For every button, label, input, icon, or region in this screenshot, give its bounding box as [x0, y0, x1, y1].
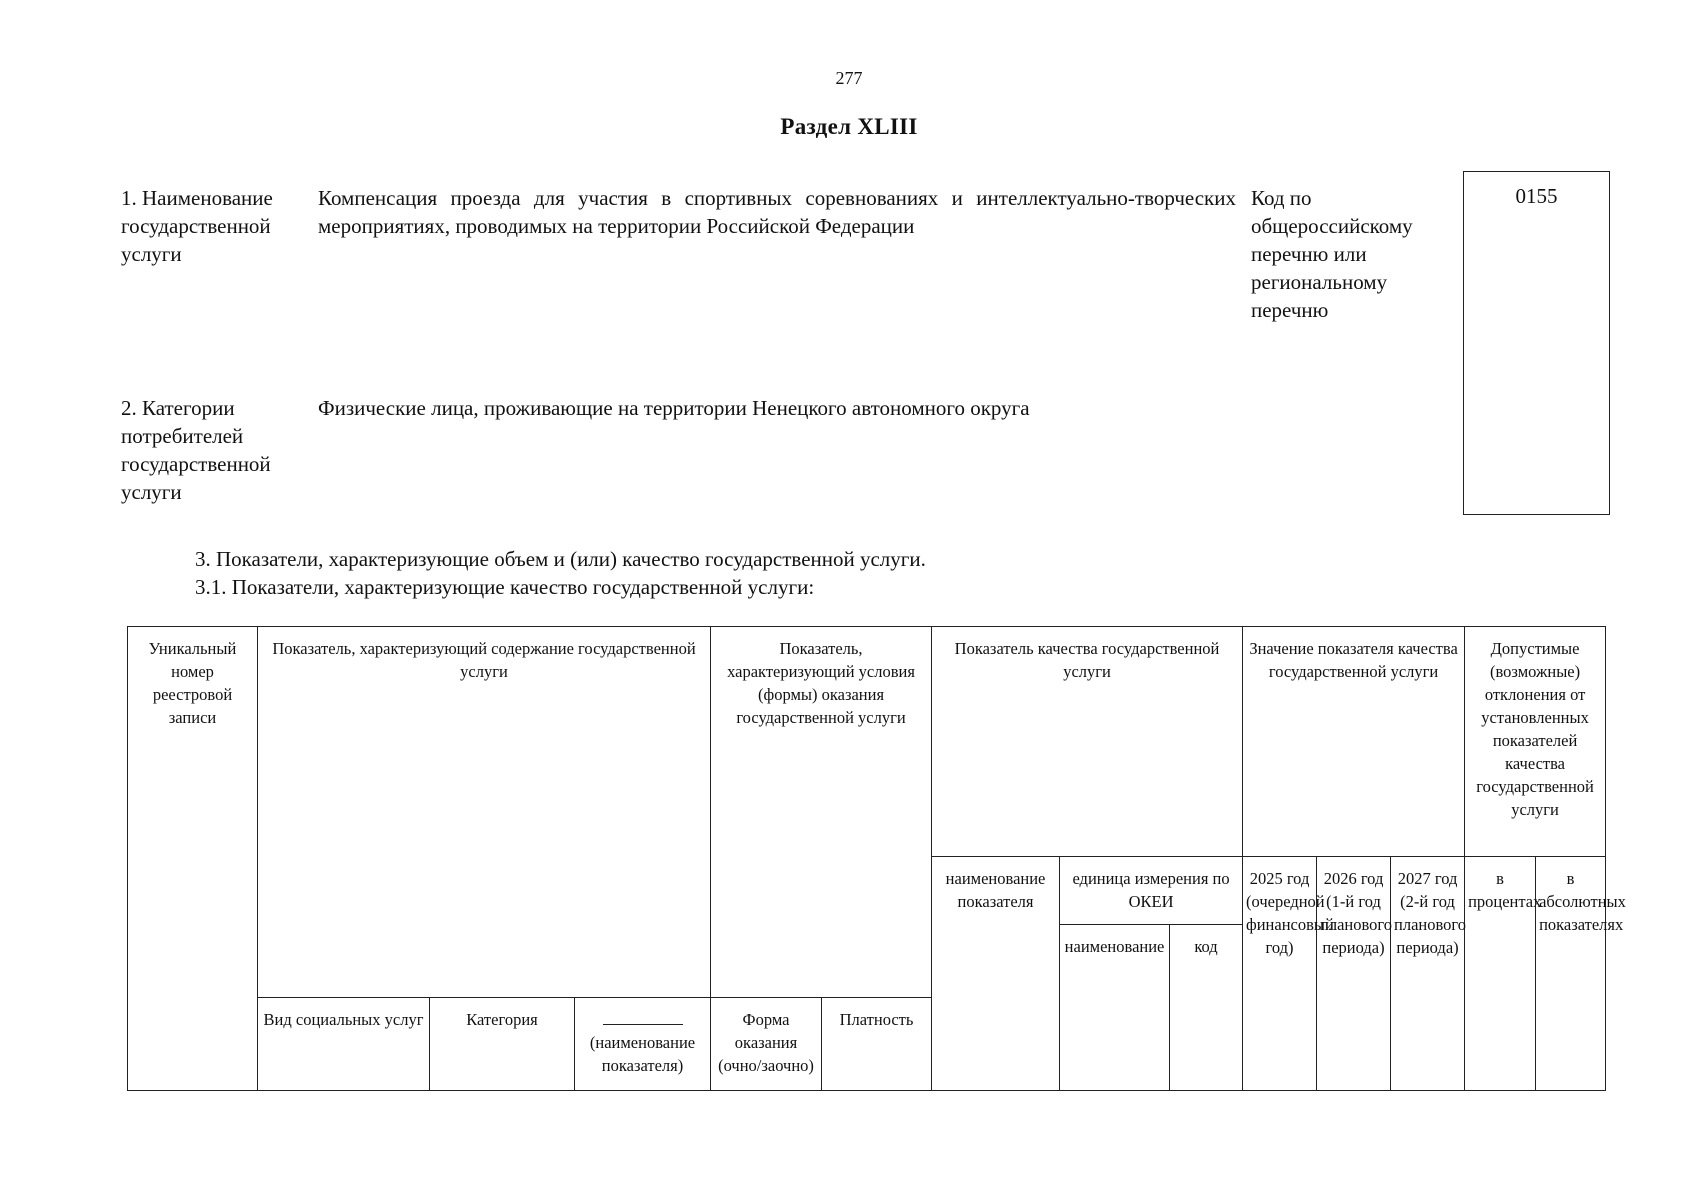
header-conditions-indicator: Показатель, характеризующий условия (формы) оказания государственной услуги	[711, 627, 932, 998]
categories-label: 2. Категории потребителей государственной услуги	[121, 396, 271, 504]
header-quality-indicator: Показатель качества государственной услуги	[932, 627, 1243, 857]
blank-line	[603, 1010, 683, 1025]
page-number: 277	[835, 68, 863, 88]
service-name-value: Компенсация проезда для участия в спортивных соревнованиях и интеллектуально-творческих мероприятиях, проводимых на территории Российской Федерации	[318, 186, 1236, 238]
quality-indicators-table	[127, 626, 1626, 1091]
header-year-2027: 2027 год (2-й год планового периода)	[1391, 857, 1465, 1091]
code-box	[1463, 171, 1610, 515]
header-indicator-value: Значение показателя качества государственной услуги	[1243, 627, 1465, 857]
header-indicator-name: наименование показателя	[932, 857, 1060, 1091]
header-unit-name: наименование	[1060, 925, 1170, 1091]
categories-value: Физические лица, проживающие на территории Ненецкого автономного округа	[318, 396, 1030, 420]
header-blank-indicator	[575, 998, 711, 1091]
header-unit-okei: единица измерения по ОКЕИ	[1060, 857, 1243, 925]
header-social-services: Вид социальных услуг	[258, 998, 430, 1091]
header-in-percent: в процентах	[1465, 857, 1536, 1091]
header-content-indicator: Показатель, характеризующий содержание государственной услуги	[258, 627, 711, 998]
header-unique-number: Уникальный номер реестровой записи	[128, 627, 258, 1091]
header-unit-code: код	[1170, 925, 1243, 1091]
header-allowed-deviation: Допустимые (возможные) отклонения от установленных показателей качества государственной услуги	[1465, 627, 1606, 857]
header-year-2025: 2025 год (очередной финансовый год)	[1243, 857, 1317, 1091]
code-value: 0155	[1515, 184, 1558, 208]
section-title: Раздел XLIII	[780, 114, 918, 139]
header-category: Категория	[430, 998, 575, 1091]
code-label: Код по общероссийскому перечню или региональному перечню	[1251, 186, 1413, 322]
paragraph-3: 3. Показатели, характеризующие объем и (или) качество государственной услуги.	[195, 547, 926, 571]
paragraph-3-1: 3.1. Показатели, характеризующие качество государственной услуги:	[195, 575, 815, 599]
header-in-absolute: в абсолютных показателях	[1536, 857, 1606, 1091]
header-year-2026: 2026 год (1-й год планового периода)	[1317, 857, 1391, 1091]
header-payment: Платность	[822, 998, 932, 1091]
header-blank-indicator-name: (наименование показателя)	[589, 1033, 696, 1075]
header-form: Форма оказания (очно/заочно)	[711, 998, 822, 1091]
service-name-label: 1. Наименование государственной услуги	[121, 186, 273, 266]
